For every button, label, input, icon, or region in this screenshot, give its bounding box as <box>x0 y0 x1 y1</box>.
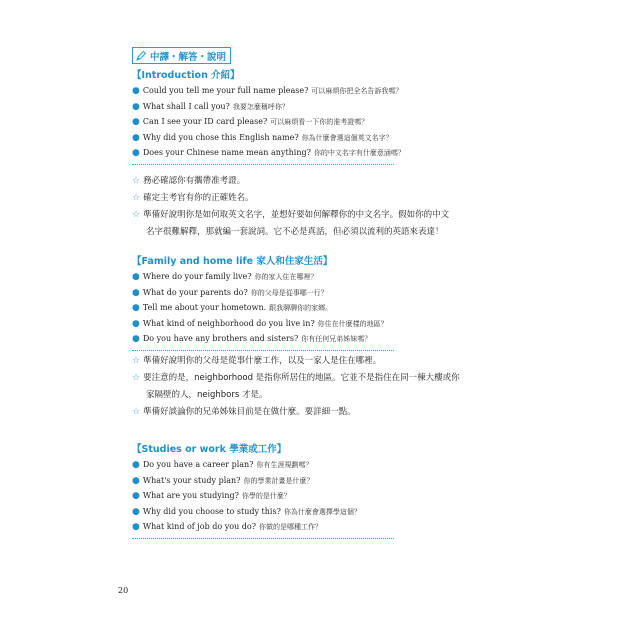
note-text: 準備好說明你的父母是從事什麼工作，以及一家人是住在哪裡。 <box>143 356 382 366</box>
note-text: 準備好談論你的兄弟姊妹目前是在做什麼。要詳細一點。 <box>143 407 356 417</box>
star-icon: ☆ <box>132 356 141 366</box>
note-item <box>132 207 477 224</box>
bullet-icon: ● <box>132 522 140 533</box>
question-zh: 可以麻煩看一下你的准考證嗎？ <box>270 118 369 127</box>
star-icon: ☆ <box>132 193 141 203</box>
question-item <box>132 473 392 489</box>
question-item <box>132 488 392 504</box>
question-zh: 你有任何兄弟姊妹嗎？ <box>301 335 372 344</box>
question-item <box>132 300 392 316</box>
question-zh: 你學的是什麼？ <box>241 492 291 501</box>
section-title: 【Introduction 介紹】 <box>132 70 240 81</box>
question-zh: 你做的是哪種工作？ <box>259 523 323 532</box>
star-icon: ☆ <box>132 373 141 383</box>
question-item <box>132 269 392 285</box>
question-en: Do you have any brothers and sisters? <box>142 334 299 344</box>
page-number: 20 <box>118 586 129 595</box>
section-title: 【Family and home life 家人和住家生活】 <box>132 256 333 267</box>
question-item <box>132 114 392 130</box>
bullet-icon: ● <box>132 132 140 143</box>
question-en: What kind of neighborhood do you live in? <box>142 318 315 328</box>
section-title: 【Studies or work 學業或工作】 <box>132 444 287 455</box>
dotted-divider <box>132 164 394 165</box>
question-en: Why did you chose this English name? <box>142 132 299 142</box>
question-en: Do you have a career plan? <box>142 460 254 469</box>
question-en: Where do your family live? <box>142 272 252 281</box>
dotted-divider <box>132 350 394 351</box>
note-text: 要注意的是，neighborhood 是指你所居住的地區。它並不是指住在同一棟大樓或你 <box>143 373 460 383</box>
question-en: Can I see your ID card please? <box>142 117 268 127</box>
bullet-icon: ● <box>132 334 140 345</box>
bullet-icon: ● <box>132 86 140 96</box>
note-item <box>132 353 477 370</box>
question-item <box>132 99 392 115</box>
note-item <box>132 370 477 387</box>
dotted-divider <box>132 538 394 539</box>
bullet-icon: ● <box>132 117 140 128</box>
star-icon: ☆ <box>132 407 141 417</box>
bullet-icon: ● <box>132 506 140 517</box>
notes-family <box>132 353 477 421</box>
question-en: What are you studying? <box>142 491 239 501</box>
question-item <box>132 130 392 146</box>
question-en: What do your parents do? <box>142 287 248 297</box>
star-icon: ☆ <box>132 176 141 186</box>
question-item <box>132 331 392 347</box>
note-text: 準備好說明你是如何取英文名字，並想好要如何解釋你的中文名字。假如你的中文 <box>143 210 450 220</box>
section-header-box <box>132 47 231 64</box>
question-zh: 你有生涯規劃嗎？ <box>256 461 313 469</box>
bullet-icon: ● <box>132 272 140 282</box>
question-zh: 你為什麼會選擇學這個？ <box>283 507 361 516</box>
bullet-icon: ● <box>132 101 140 112</box>
question-item <box>132 145 405 161</box>
question-item <box>132 504 392 520</box>
note-item <box>132 190 477 207</box>
note-continuation: 家隔壁的人，neighbors 才是。 <box>146 390 268 400</box>
section-header-label: 中譯・解答・說明 <box>150 51 227 63</box>
question-en: Could you tell me your full name please? <box>142 86 309 95</box>
bullet-icon: ● <box>132 460 140 470</box>
bullet-icon: ● <box>132 491 140 502</box>
question-en: What kind of job do you do? <box>142 522 257 532</box>
question-zh: 你的中文名字有什麼意涵嗎？ <box>313 149 405 158</box>
notes-introduction <box>132 173 477 241</box>
question-en: Does your Chinese name mean anything? <box>142 148 311 158</box>
bullet-icon: ● <box>132 148 140 159</box>
pencil-icon <box>135 50 147 62</box>
question-item <box>132 457 392 473</box>
question-item <box>132 285 392 301</box>
question-en: What shall I call you? <box>142 101 230 111</box>
bullet-icon: ● <box>132 475 140 486</box>
note-text: 確定主考官有你的正確姓名。 <box>143 193 254 203</box>
question-zh: 你住在什麼樣的地區？ <box>317 319 388 328</box>
question-en: What's your study plan? <box>142 475 241 485</box>
bullet-icon: ● <box>132 318 140 329</box>
question-zh: 跟我聊聊你的家鄉。 <box>269 304 333 313</box>
question-en: Tell me about your hometown. <box>142 303 267 313</box>
note-item <box>132 173 477 190</box>
note-continuation: 名字很難解釋，那就編一套說詞。它不必是真話，但必須以流利的英語來表達！ <box>146 227 444 237</box>
section-family <box>132 254 392 347</box>
section-studies <box>132 442 392 535</box>
question-zh: 我要怎麼稱呼你？ <box>232 102 289 111</box>
question-item <box>132 519 392 535</box>
question-zh: 你為什麼會選這個英文名字？ <box>301 133 393 142</box>
star-icon: ☆ <box>132 210 141 220</box>
bullet-icon: ● <box>132 303 140 314</box>
question-zh: 你的父母是從事哪一行？ <box>250 288 328 297</box>
note-item <box>132 404 477 421</box>
section-introduction <box>132 68 405 161</box>
question-item <box>132 316 392 332</box>
note-text: 務必確認你有攜帶准考證。 <box>143 176 246 186</box>
question-en: Why did you choose to study this? <box>142 506 281 516</box>
question-item <box>132 83 403 99</box>
bullet-icon: ● <box>132 287 140 298</box>
question-zh: 你的家人住在哪裡？ <box>254 273 318 281</box>
question-zh: 可以麻煩你把全名告訴我嗎？ <box>311 87 403 95</box>
question-zh: 你的學業計畫是什麼？ <box>243 476 314 485</box>
